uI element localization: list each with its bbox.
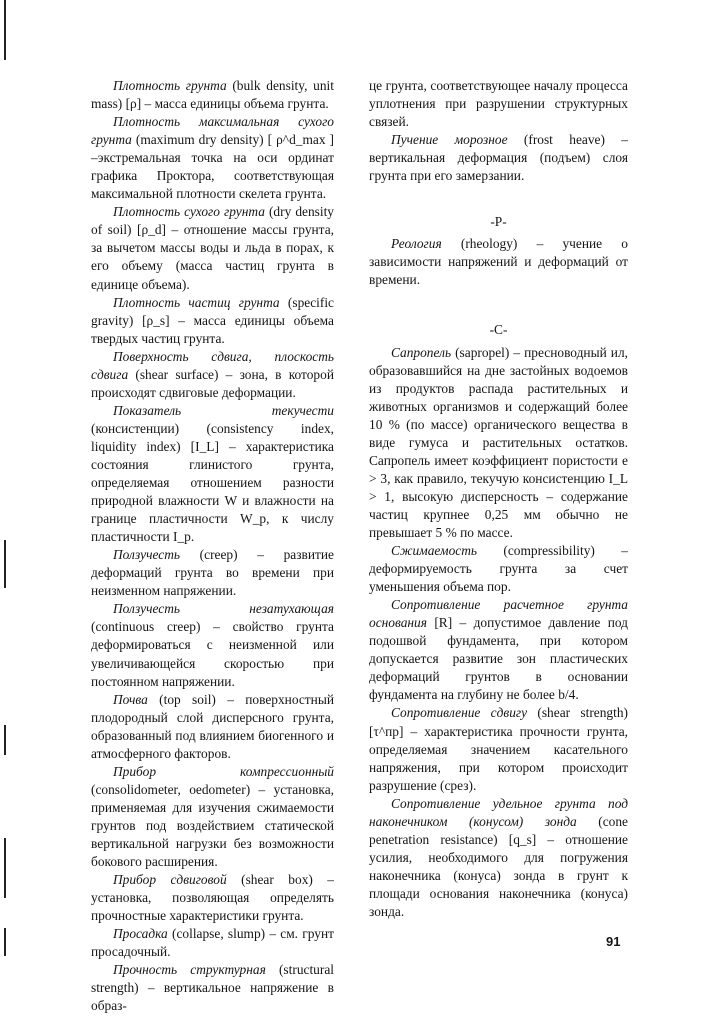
entry-text: (cone penetration resistance) [q_s] – отношение усилия, необходимого для погружения наконечника (конуса) зонда в грунт к площади основания наконечника (конуса) зонда. <box>369 813 628 919</box>
glossary-entry <box>369 235 628 289</box>
glossary-entry <box>91 925 334 961</box>
glossary-entry <box>91 871 334 925</box>
entry-term: Ползучесть незатухающая <box>113 601 334 617</box>
glossary-entry <box>91 763 334 871</box>
entry-text: (specific gravity) [ρ_s] – масса единицы объема твердых частиц грунта. <box>91 294 334 346</box>
entry-term: Прибор компрессионный <box>113 763 334 779</box>
entry-text: (shear box) – установка, позволяющая определять прочностные характеристики грунта. <box>91 872 335 924</box>
page-number: 91 <box>606 934 621 949</box>
entry-term: Сопротивление удельное грунта под наконечником (конусом) зонда <box>369 795 628 829</box>
entry-term: Почва <box>113 691 148 707</box>
entry-text: (bulk density, unit mass) [ρ] – масса единицы объема грунта. <box>91 78 334 112</box>
entry-term: Плотность сухого грунта <box>113 204 265 220</box>
entry-text: (consolidometer, oedometer) – установка, применяемая для изучения сжимаемости грунтов под воздействием статической вертикальной нагрузки без возможности бокового расширения. <box>91 781 334 870</box>
entry-text: (shear strength) [τ^пр] – характеристика прочности грунта, определяемая значением касательного напряжения, при котором происходит разрушение (срез). <box>369 705 628 793</box>
glossary-entry <box>91 402 334 546</box>
entry-text: (dry density of soil) [ρ_d] – отношение массы грунта, за вычетом массы воды и льда в порах, к его объему (масса частиц грунта в единице объема). <box>91 204 335 292</box>
scan-edge-mark <box>4 838 6 898</box>
entry-text: (frost heave) – вертикальная деформация (подъем) слоя грунта при его замерзании. <box>369 132 628 184</box>
entry-text: (continuous creep) – свойство грунта деформироваться с неизменной или увеличивающейся скоростью при постоянном напряжении. <box>91 619 334 689</box>
entry-text: (structural strength) – вертикальное напряжение в образ- <box>91 962 334 1014</box>
entry-text: (консистенции) (consistency index, liquidity index) [I_L] – характеристика состояния глинистого грунта, определяемая отношением разности природной влажности W и влажности на границе пластичности W_p, к числу пластичности I_p. <box>91 420 334 545</box>
entry-term: Сопротивление расчетное грунта основания <box>369 597 628 631</box>
entry-term: Сжимаемость <box>391 543 477 559</box>
entry-term: Реология <box>391 236 442 252</box>
entry-text: (compressibility) – деформируемость грунта за счет уменьшения объема пор. <box>369 543 628 595</box>
scan-edge-mark <box>4 540 6 588</box>
entry-term: Ползучесть <box>113 547 180 563</box>
glossary-entry <box>91 961 334 1015</box>
glossary-entry <box>91 294 334 348</box>
entry-term: Плотность грунта <box>113 78 227 93</box>
entry-term: Поверхность сдвига, плоскость сдвига <box>91 348 334 382</box>
entry-text: [R] – допустимое давление под подошвой фундамента, при котором допускается развитие зон пластических деформаций грунтов в основании фундамента на глубину не более b/4. <box>369 615 628 703</box>
glossary-entry <box>369 596 628 704</box>
entry-term: Показатель текучести <box>113 402 334 418</box>
glossary-entry <box>91 203 334 293</box>
entry-term: Прочность структурная <box>113 962 266 978</box>
entry-text: (top soil) – поверхностный плодородный слой дисперсного грунта, образованный под влиянием биогенного и атмосферного факторов. <box>91 691 334 761</box>
glossary-entry <box>369 344 628 543</box>
entry-term: Плотность максимальная сухого грунта <box>91 114 334 148</box>
entry-text: (maximum dry density) [ ρ^d_max ] –экстремальная точка на оси ординат графика Проктора, соответствующая максимальной плотности скелета грунта. <box>91 132 334 202</box>
glossary-entry <box>91 546 334 600</box>
scan-edge-mark <box>4 928 6 956</box>
glossary-entry <box>369 131 628 185</box>
entry-text: (creep) – развитие деформаций грунта во времени при неизменном напряжении. <box>91 547 334 599</box>
left-column <box>91 77 334 1015</box>
glossary-entry <box>91 113 334 203</box>
section-heading-c: -С- <box>489 322 508 338</box>
entry-term: Плотность частиц грунта <box>113 294 280 310</box>
entry-text: (sapropel) – пресноводный ил, образовавшийся на дне застойных водоемов из продуктов распада растительных и животных организмов и содержащий более 10 % (по массе) органического вещества в виде гумуса и растительных остатков. Сапропель имеет коэффициент пористости e > 3, как правило, текучую консистенцию I_L > 1, высокую дисперсность – содержание частиц крупнее 0,25 мм обычно не превышает 5 % по массе. <box>369 344 628 540</box>
glossary-entry <box>369 704 628 794</box>
entry-text: (rheology) – учение о зависимости напряжений и деформаций от времени. <box>369 236 628 288</box>
glossary-entry <box>91 348 334 402</box>
section-heading-p: -Р- <box>490 214 507 230</box>
entry-term: Пучение морозное <box>391 132 508 148</box>
scan-edge-mark <box>4 0 6 60</box>
glossary-entry <box>91 691 334 763</box>
entry-term: Сапропель <box>391 344 452 360</box>
entry-text: (shear surface) – зона, в которой происходят сдвиговые деформации. <box>91 366 334 400</box>
glossary-entry <box>369 542 628 596</box>
glossary-entry <box>91 600 334 690</box>
entry-term: Сопротивление сдвигу <box>391 705 528 721</box>
glossary-entry <box>369 795 628 921</box>
right-column <box>369 77 628 921</box>
scan-edge-mark <box>4 725 6 755</box>
continued-text: це грунта, соответствующее началу процесса уплотнения при разрушении структурных связей. <box>369 78 628 130</box>
entry-term: Прибор сдвиговой <box>113 872 227 888</box>
entry-term: Просадка <box>113 926 168 942</box>
glossary-entry <box>91 77 334 113</box>
entry-text: (collapse, slump) – см. грунт просадочный. <box>91 926 334 960</box>
